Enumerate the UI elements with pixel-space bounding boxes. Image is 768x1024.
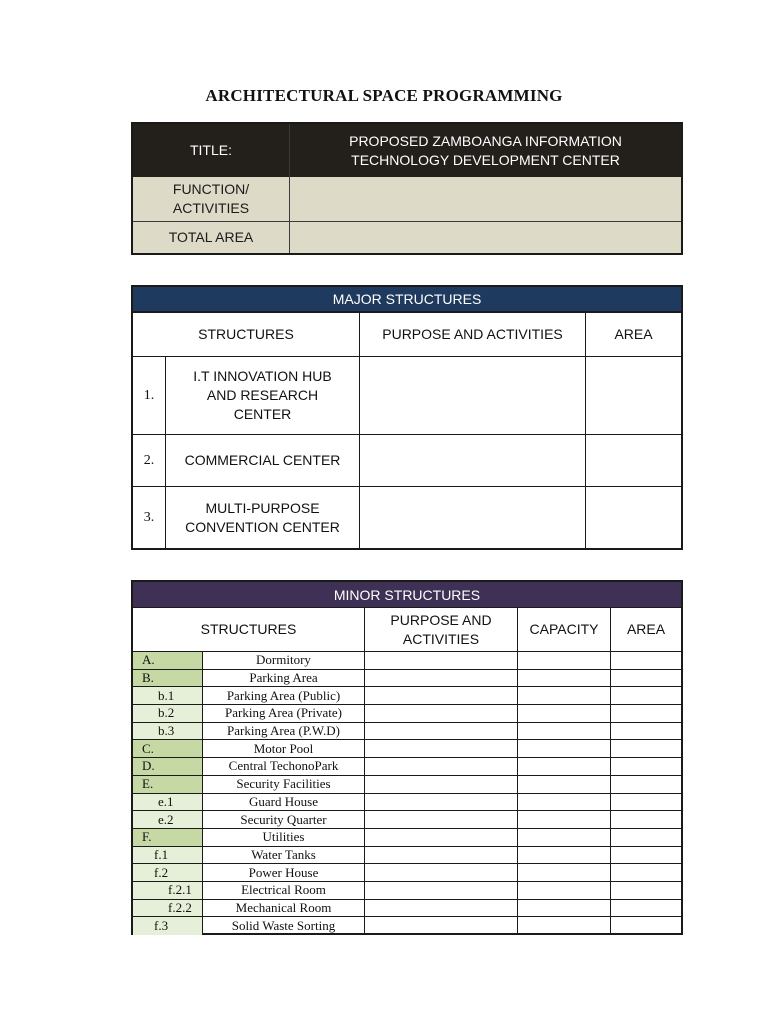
minor-structures-heading: MINOR STRUCTURES [133, 582, 681, 608]
function-value-cell [290, 177, 681, 221]
table-row [133, 740, 681, 758]
minor-row-name: Parking Area (Private) [203, 705, 365, 722]
page-title: ARCHITECTURAL SPACE PROGRAMMING [205, 86, 563, 105]
minor-row-name: Motor Pool [203, 740, 365, 757]
minor-row-name: Electrical Room [203, 882, 365, 899]
minor-row-area-cell [611, 723, 681, 740]
minor-row-name: Dormitory [203, 652, 365, 669]
minor-row-code: b.1 [133, 687, 203, 704]
minor-row-area-cell [611, 705, 681, 722]
minor-row-capacity-cell [518, 917, 611, 935]
major-row-area-cell [586, 487, 681, 548]
minor-row-name: Utilities [203, 829, 365, 846]
major-row-name-line: MULTI-PURPOSE [205, 499, 320, 516]
major-row-number: 3. [133, 487, 166, 548]
major-row-number: 1. [133, 357, 166, 435]
minor-row-purpose-cell [365, 758, 518, 775]
minor-col-purpose-line: PURPOSE AND [390, 611, 492, 628]
minor-row-name: Guard House [203, 794, 365, 811]
minor-rows [133, 652, 681, 935]
minor-row-capacity-cell [518, 794, 611, 811]
table-row [133, 917, 681, 935]
minor-row-purpose-cell [365, 847, 518, 864]
minor-row-name: Solid Waste Sorting [203, 917, 365, 935]
minor-row-area-cell [611, 882, 681, 899]
major-row-name [166, 357, 360, 435]
minor-row-area-cell [611, 847, 681, 864]
minor-row-name: Parking Area (P.W.D) [203, 723, 365, 740]
minor-row-area-cell [611, 917, 681, 935]
minor-col-area: AREA [626, 621, 666, 637]
minor-row-area-cell [611, 794, 681, 811]
minor-row-code: e.1 [133, 794, 203, 811]
minor-row-capacity-cell [518, 900, 611, 917]
minor-row-name: Power House [203, 864, 365, 881]
table-row [133, 829, 681, 847]
major-col-area: AREA [586, 313, 681, 357]
title-value-line1: PROPOSED ZAMBOANGA INFORMATION [349, 132, 622, 149]
minor-row-code: f.1 [133, 847, 203, 864]
major-row-purpose-cell [360, 357, 586, 435]
title-label: TITLE: [133, 124, 290, 177]
total-area-label: TOTAL AREA [133, 221, 290, 253]
table-row [133, 847, 681, 865]
minor-row-code: D. [133, 758, 203, 775]
function-label-line1: FUNCTION/ [172, 181, 250, 197]
minor-row-area-cell [611, 670, 681, 687]
minor-row-purpose-cell [365, 900, 518, 917]
major-col-structures: STRUCTURES [133, 313, 360, 357]
minor-row-code: B. [133, 670, 203, 687]
table-row [133, 776, 681, 794]
function-label-line2: ACTIVITIES [172, 200, 250, 216]
total-area-value-cell [290, 221, 681, 253]
minor-row-code: f.2.2 [133, 900, 203, 917]
table-row [133, 794, 681, 812]
minor-row-capacity-cell [518, 652, 611, 669]
minor-row-area-cell [611, 864, 681, 881]
minor-row-capacity-cell [518, 723, 611, 740]
minor-row-purpose-cell [365, 705, 518, 722]
minor-row-capacity-cell [518, 687, 611, 704]
major-row-name-line: I.T INNOVATION HUB [193, 368, 332, 384]
minor-row-code: E. [133, 776, 203, 793]
major-row-area-cell [586, 435, 681, 487]
minor-row-capacity-cell [518, 864, 611, 881]
minor-row-code: b.3 [133, 723, 203, 740]
minor-row-area-cell [611, 687, 681, 704]
minor-col-purpose-line: ACTIVITIES [402, 630, 480, 647]
minor-row-code: f.2 [133, 864, 203, 881]
table-row [133, 652, 681, 670]
minor-row-purpose-cell [365, 829, 518, 846]
major-row-name-line: CONVENTION CENTER [185, 518, 340, 535]
table-row [133, 758, 681, 776]
minor-row-capacity-cell [518, 811, 611, 828]
minor-structures-table [131, 580, 683, 935]
minor-row-capacity-cell [518, 705, 611, 722]
minor-row-name: Water Tanks [203, 847, 365, 864]
major-row-name [166, 487, 360, 548]
minor-col-structures: STRUCTURES [133, 608, 365, 651]
minor-row-area-cell [611, 776, 681, 793]
minor-row-purpose-cell [365, 882, 518, 899]
minor-row-capacity-cell [518, 847, 611, 864]
minor-row-purpose-cell [365, 794, 518, 811]
minor-row-code: f.2.1 [133, 882, 203, 899]
major-col-purpose: PURPOSE AND ACTIVITIES [360, 313, 586, 357]
minor-row-capacity-cell [518, 829, 611, 846]
table-row [133, 882, 681, 900]
minor-row-code: e.2 [133, 811, 203, 828]
minor-row-purpose-cell [365, 776, 518, 793]
minor-row-name: Mechanical Room [203, 900, 365, 917]
minor-col-capacity: CAPACITY [518, 608, 611, 651]
minor-row-area-cell [611, 811, 681, 828]
minor-row-capacity-cell [518, 740, 611, 757]
minor-row-code: b.2 [133, 705, 203, 722]
table-row [133, 670, 681, 688]
function-label [133, 177, 290, 221]
minor-row-code: f.3 [133, 917, 203, 935]
minor-row-purpose-cell [365, 670, 518, 687]
major-row-name-line: CENTER [233, 406, 292, 422]
project-title-table [131, 122, 683, 255]
major-row-purpose-cell [360, 487, 586, 548]
table-row [133, 705, 681, 723]
table-row [133, 811, 681, 829]
minor-row-purpose-cell [365, 687, 518, 704]
minor-col-purpose [365, 608, 518, 651]
minor-row-capacity-cell [518, 776, 611, 793]
table-row [133, 900, 681, 918]
minor-row-name: Security Facilities [203, 776, 365, 793]
minor-row-code: F. [133, 829, 203, 846]
title-value [290, 124, 681, 177]
minor-row-area-cell [611, 900, 681, 917]
minor-row-purpose-cell [365, 652, 518, 669]
major-row-number: 2. [133, 435, 166, 487]
major-row-area-cell [586, 357, 681, 435]
table-row [133, 687, 681, 705]
minor-row-capacity-cell [518, 758, 611, 775]
major-row-purpose-cell [360, 435, 586, 487]
table-row [133, 723, 681, 741]
minor-row-name: Parking Area (Public) [203, 687, 365, 704]
minor-row-purpose-cell [365, 811, 518, 828]
minor-row-name: Security Quarter [203, 811, 365, 828]
table-row [133, 864, 681, 882]
minor-row-capacity-cell [518, 670, 611, 687]
minor-row-purpose-cell [365, 740, 518, 757]
minor-row-area-cell [611, 740, 681, 757]
minor-row-area-cell [611, 829, 681, 846]
minor-row-code: C. [133, 740, 203, 757]
title-value-line2: TECHNOLOGY DEVELOPMENT CENTER [351, 151, 620, 168]
minor-row-capacity-cell [518, 882, 611, 899]
major-structures-table [131, 285, 683, 550]
minor-row-name: Central TechonoPark [203, 758, 365, 775]
minor-row-code: A. [133, 652, 203, 669]
minor-row-purpose-cell [365, 864, 518, 881]
minor-row-area-cell [611, 758, 681, 775]
minor-row-name: Parking Area [203, 670, 365, 687]
minor-row-purpose-cell [365, 723, 518, 740]
minor-row-purpose-cell [365, 917, 518, 935]
major-row-name-line: AND RESEARCH [206, 387, 319, 403]
major-structures-heading: MAJOR STRUCTURES [133, 287, 681, 313]
minor-row-area-cell [611, 652, 681, 669]
major-row-name: COMMERCIAL CENTER [166, 435, 360, 487]
